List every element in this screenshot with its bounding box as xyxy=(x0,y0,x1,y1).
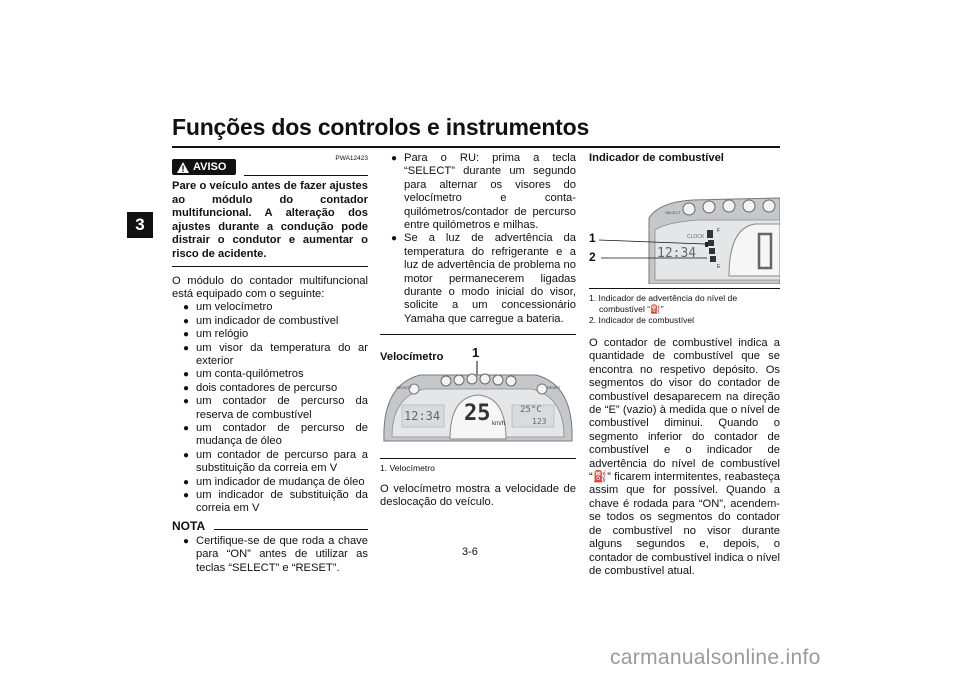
warning-code: PWA12423 xyxy=(335,155,368,162)
feature-list xyxy=(182,301,368,516)
speedometer-caption: 1. Velocímetro xyxy=(380,463,435,473)
select-button-label: SELECT xyxy=(396,385,412,390)
intro-text: O módulo do contador multifuncional está equipado com o seguinte: xyxy=(172,274,368,300)
fuel-select-label: SELECT xyxy=(665,210,681,215)
title-divider xyxy=(172,146,780,148)
list-item: ● um indicador de combustível xyxy=(183,314,339,327)
warning-triangle-icon xyxy=(176,161,190,174)
temp-readout: 25°C xyxy=(520,405,542,415)
bullet-icon: ● xyxy=(391,233,398,245)
speed-unit: km/h xyxy=(492,421,506,427)
list-item: ● um conta-quilómetros xyxy=(183,368,304,381)
figure-rule xyxy=(589,288,780,289)
list-item: ● Se a luz de advertência da temperatura do refrigerante e a luz de advertência de problema no motor permanecerem ligadas durante o modo inicial do visor, solicite a um concessionário Yamaha que carregue a bateria. xyxy=(391,232,576,325)
bullet-icon: ● xyxy=(183,490,190,502)
warning-end-rule xyxy=(172,266,368,267)
bullet-icon: ● xyxy=(183,476,190,488)
speedometer-figure xyxy=(380,345,576,457)
reset-button-label: RESET xyxy=(547,385,561,390)
list-item: ● um contador de percurso da reserva de combustível xyxy=(183,395,368,421)
nota-list-continued xyxy=(390,152,576,326)
list-item: ● Certifique-se de que roda a chave para “ON” antes de utilizar as teclas “SELECT” e “RESET”. xyxy=(183,534,368,574)
section-tab: 3 xyxy=(127,212,153,238)
nota-header xyxy=(172,519,368,535)
fuel-captions xyxy=(589,293,780,326)
column-middle xyxy=(380,152,576,365)
page-number: 3-6 xyxy=(462,546,478,558)
bullet-icon: ● xyxy=(183,382,190,394)
fuel-caption-2: 2. Indicador de combustível xyxy=(589,315,695,325)
bullet-icon: ● xyxy=(183,396,190,408)
bullet-icon: ● xyxy=(183,449,190,461)
column-left xyxy=(172,152,368,575)
fuel-clock-readout: 12:34 xyxy=(657,246,697,261)
list-item: ● um indicador de mudança de óleo xyxy=(183,475,365,488)
clock-readout: 12:34 xyxy=(404,409,441,423)
warning-rule xyxy=(244,175,368,176)
callout-1: 1 xyxy=(589,231,596,245)
warning-header xyxy=(172,152,368,176)
list-item: ● um relógio xyxy=(183,328,249,341)
figure-rule xyxy=(380,458,576,459)
bullet-icon: ● xyxy=(391,153,398,164)
callout-2: 2 xyxy=(589,250,596,264)
list-item: ● dois contadores de percurso xyxy=(183,381,338,394)
bullet-icon: ● xyxy=(183,315,190,327)
fuel-illustration xyxy=(589,184,780,284)
list-item: ● um indicador de substituição da correia em V xyxy=(183,489,368,515)
list-item: ● um contador de percurso para a substituição da correia em V xyxy=(183,448,368,475)
odo-readout: 123 xyxy=(532,417,547,426)
fuel-heading: Indicador de combustível xyxy=(589,152,724,164)
nota-list xyxy=(182,535,368,575)
list-item: ● um visor da temperatura do ar exterior xyxy=(183,341,368,367)
nota-rule xyxy=(214,529,368,530)
bullet-icon: ● xyxy=(183,369,190,381)
fuel-figure xyxy=(589,184,780,284)
nota-label: NOTA xyxy=(172,518,206,533)
fuel-caption-1: 1. Indicador de advertência do nível de combustível “⛽” xyxy=(589,293,738,314)
speed-readout: 25 xyxy=(464,401,491,426)
fuel-empty-mark: E xyxy=(717,264,721,270)
warning-label: AVISO xyxy=(193,160,227,173)
bullet-icon: ● xyxy=(183,535,190,547)
speedometer-text: O velocímetro mostra a velocidade de deslocação do veículo. xyxy=(380,483,576,509)
list-item: ● Para o RU: prima a tecla “SELECT” durante um segundo para alternar os visores do velocímetro e conta-quilómetros/contador de percurso entre quilómetros e milhas. xyxy=(391,152,576,232)
list-item: ● um velocímetro xyxy=(183,301,273,314)
list-item: ● um contador de percurso de mudança de óleo xyxy=(183,422,368,448)
figure-callout: 1 xyxy=(472,345,480,360)
nota-end-rule xyxy=(380,334,576,335)
bullet-icon: ● xyxy=(183,423,190,435)
warning-badge xyxy=(172,159,236,175)
fuel-full-mark: F xyxy=(717,228,721,234)
watermark: carmanualsonline.info xyxy=(610,646,821,669)
warning-text: Pare o veículo antes de fazer ajustes ao módulo do contador multifuncional. A alteração dos ajustes durante a condução pode distrair o condutor e aumentar o risco de acidente. xyxy=(172,180,368,260)
bullet-icon: ● xyxy=(183,302,190,314)
bullet-icon: ● xyxy=(183,329,190,341)
speedometer-heading: Velocímetro xyxy=(380,351,444,364)
clock-label: CLOCK xyxy=(687,234,705,240)
bullet-icon: ● xyxy=(183,342,190,354)
page-title: Funções dos controlos e instrumentos xyxy=(172,114,590,140)
fuel-text: O contador de combustível indica a quantidade de combustível que se encontra no respetivo depósito. Os segmentos do visor do contador de combustível desaparecem na direção de “E” (vazio) à medida que o nível de combustível diminui. Quando o segmento inferior do contador de combustível e o indicador de advertência do nível de combustível “⛽” ficarem intermitentes, reabasteça assim que for possível. Quando a chave é rodada para “ON”, acendem-se todos os segmentos do contador de combustível no visor durante alguns segundos e, depois, o contador de combustível indica o nível de combustível atual. xyxy=(589,337,780,577)
